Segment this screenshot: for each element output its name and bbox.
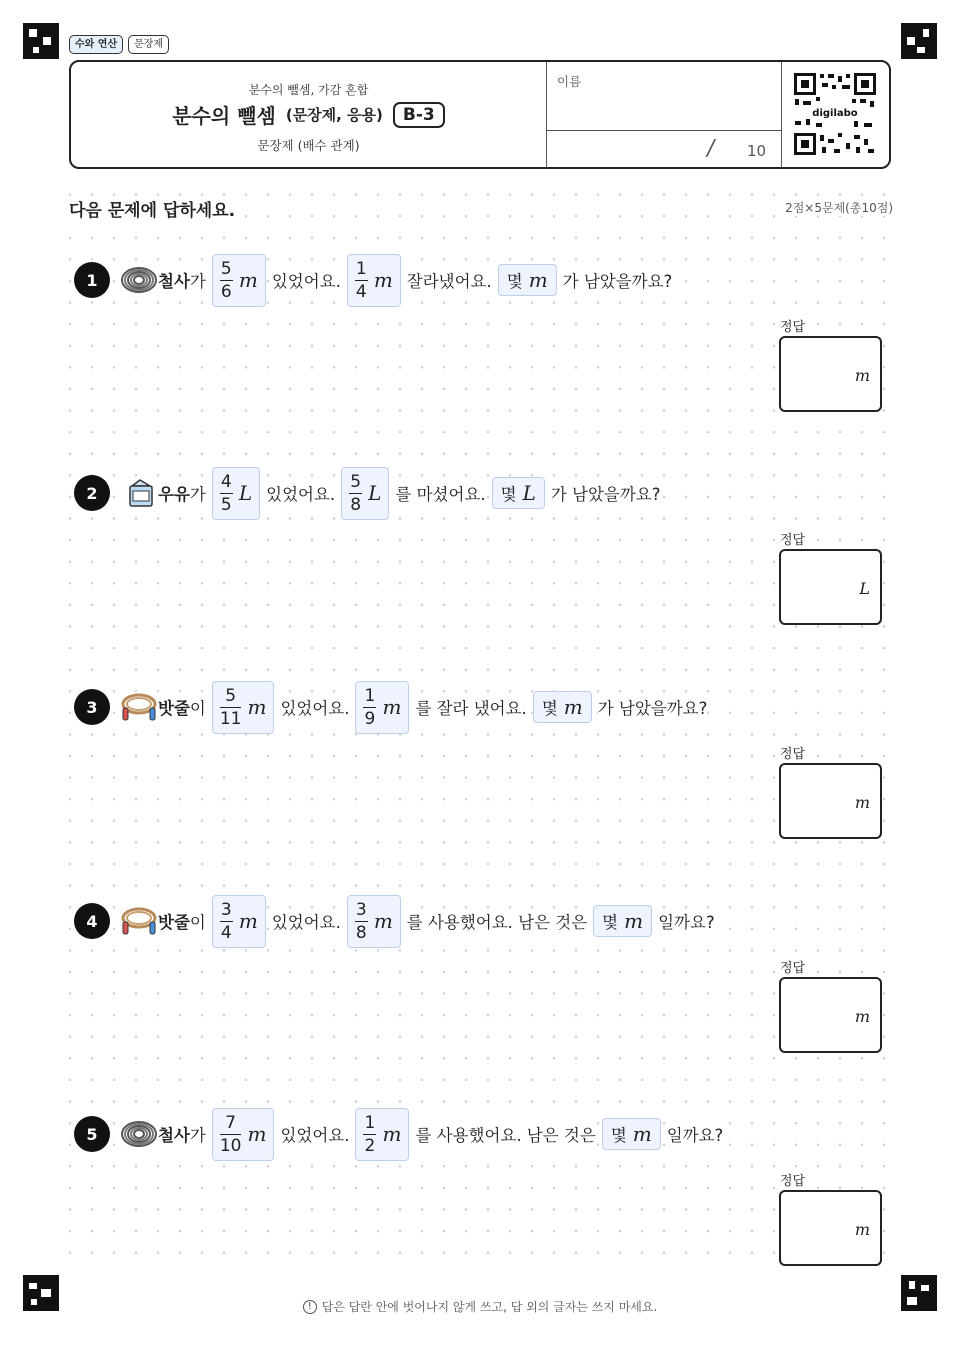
numerator: 5 bbox=[220, 258, 232, 279]
question-box bbox=[602, 1118, 661, 1150]
milk-carton-icon bbox=[120, 478, 158, 508]
particle: 가 bbox=[189, 485, 206, 504]
unit: m bbox=[624, 909, 644, 933]
unit: L bbox=[238, 481, 253, 505]
answer-box-3[interactable] bbox=[779, 763, 882, 839]
answer-box-4[interactable] bbox=[779, 977, 882, 1053]
quantity-1 bbox=[212, 1108, 275, 1161]
question-box bbox=[533, 691, 592, 723]
unit: m bbox=[528, 268, 548, 292]
particle: 가 bbox=[189, 1126, 206, 1145]
unit: m bbox=[238, 909, 258, 933]
instruction-text: 다음 문제에 답하세요. bbox=[69, 196, 239, 221]
problem-number: 3 bbox=[74, 689, 110, 725]
worksheet-header bbox=[69, 60, 891, 169]
question-box bbox=[498, 264, 557, 296]
footer-note bbox=[0, 1298, 960, 1315]
answer-label: 정답 bbox=[780, 529, 808, 548]
divider bbox=[547, 130, 781, 131]
fraction bbox=[220, 685, 242, 730]
fraction bbox=[220, 258, 233, 303]
tag-subject: 수와 연산 bbox=[69, 35, 123, 54]
rope-coil-icon bbox=[120, 1119, 158, 1149]
problem-number: 5 bbox=[74, 1116, 110, 1152]
sentence-part: 를 마셨어요. bbox=[395, 481, 485, 505]
sentence-part: 를 사용했어요. 남은 것은 bbox=[407, 909, 587, 933]
info-icon: ! bbox=[303, 1300, 317, 1314]
particle: 이 bbox=[189, 913, 206, 932]
tag-list bbox=[69, 35, 169, 54]
tag-type: 문장제 bbox=[128, 35, 169, 54]
subject: 철사 bbox=[158, 1126, 190, 1145]
name-label: 이름 bbox=[557, 74, 582, 89]
unit: m bbox=[373, 268, 393, 292]
sentence-part: 가 남았을까요? bbox=[598, 695, 708, 719]
fraction bbox=[220, 1112, 242, 1157]
numerator: 7 bbox=[225, 1112, 237, 1133]
title-main: 분수의 뺄셈 bbox=[172, 104, 276, 128]
subject: 밧줄 bbox=[158, 913, 190, 932]
question-word: 몇 bbox=[506, 272, 523, 291]
fraction bbox=[349, 471, 362, 516]
fraction bbox=[355, 258, 368, 303]
header-title-area bbox=[71, 62, 546, 167]
corner-marker-top-left bbox=[23, 23, 59, 59]
problem-sentence bbox=[120, 465, 660, 521]
answer-label: 정답 bbox=[780, 316, 808, 335]
answer-box-1[interactable] bbox=[779, 336, 882, 412]
qr-code-icon bbox=[792, 71, 878, 157]
name-score-area bbox=[546, 62, 782, 167]
denominator: 11 bbox=[219, 708, 242, 729]
denominator: 4 bbox=[220, 922, 232, 943]
jump-rope-icon bbox=[120, 906, 158, 936]
particle: 이 bbox=[189, 699, 206, 718]
worksheet-code-badge: B-3 bbox=[393, 102, 445, 128]
sentence-part: 를 사용했어요. 남은 것은 bbox=[415, 1122, 595, 1146]
denominator: 5 bbox=[220, 494, 232, 515]
fraction bbox=[363, 1112, 376, 1157]
question-word: 몇 bbox=[541, 699, 558, 718]
subject: 우유 bbox=[158, 485, 190, 504]
quantity-2 bbox=[347, 895, 401, 948]
problem-item bbox=[74, 679, 894, 749]
fraction bbox=[220, 899, 233, 944]
denominator: 6 bbox=[220, 281, 232, 302]
answer-box-5[interactable] bbox=[779, 1190, 882, 1266]
question-box bbox=[593, 905, 652, 937]
numerator: 3 bbox=[220, 899, 232, 920]
sentence-part: 일까요? bbox=[667, 1122, 724, 1146]
sentence-part: 잘라냈어요. bbox=[407, 268, 492, 292]
denominator: 4 bbox=[355, 281, 367, 302]
quantity-1 bbox=[212, 681, 275, 734]
unit: m bbox=[632, 1122, 652, 1146]
unit: m bbox=[247, 695, 267, 719]
denominator: 10 bbox=[219, 1135, 242, 1156]
problem-number: 1 bbox=[74, 262, 110, 298]
unit: m bbox=[382, 1122, 402, 1146]
jump-rope-icon bbox=[120, 692, 158, 722]
question-word: 몇 bbox=[602, 913, 619, 932]
problem-item bbox=[74, 1106, 894, 1176]
numerator: 4 bbox=[220, 471, 232, 492]
unit: m bbox=[382, 695, 402, 719]
sentence-part: 를 잘라 냈어요. bbox=[415, 695, 526, 719]
answer-unit: m bbox=[854, 793, 870, 812]
numerator: 3 bbox=[355, 899, 367, 920]
problem-number: 2 bbox=[74, 475, 110, 511]
numerator: 1 bbox=[355, 258, 367, 279]
fraction bbox=[220, 471, 233, 516]
sentence-part: 있었어요. bbox=[266, 481, 335, 505]
subject: 밧줄 bbox=[158, 699, 190, 718]
numerator: 1 bbox=[364, 1112, 376, 1133]
unit: m bbox=[373, 909, 393, 933]
numerator: 1 bbox=[364, 685, 376, 706]
sentence-part: 가 남았을까요? bbox=[563, 268, 673, 292]
answer-unit: m bbox=[854, 1007, 870, 1026]
question-word: 몇 bbox=[610, 1126, 627, 1145]
header-title bbox=[71, 100, 546, 129]
denominator: 9 bbox=[364, 708, 376, 729]
footer-text: 답은 답란 안에 벗어나지 않게 쓰고, 답 외의 글자는 쓰지 마세요. bbox=[321, 1300, 658, 1314]
numerator: 5 bbox=[225, 685, 237, 706]
denominator: 2 bbox=[364, 1135, 376, 1156]
title-paren: (문장제, 응용) bbox=[285, 106, 383, 124]
quantity-2 bbox=[347, 254, 401, 307]
problem-sentence bbox=[120, 679, 707, 735]
problem-sentence bbox=[120, 893, 715, 949]
sentence-part: 있었어요. bbox=[280, 695, 349, 719]
sentence-part: 일까요? bbox=[658, 909, 715, 933]
unit: L bbox=[368, 481, 382, 505]
score-info: 2점×5문제(총10점) bbox=[785, 201, 893, 215]
answer-box-2[interactable] bbox=[779, 549, 882, 625]
corner-marker-top-right bbox=[901, 23, 937, 59]
quantity-2 bbox=[355, 681, 409, 734]
problem-number: 4 bbox=[74, 903, 110, 939]
sentence-part: 있었어요. bbox=[272, 909, 341, 933]
denominator: 8 bbox=[350, 494, 362, 515]
particle: 가 bbox=[189, 272, 206, 291]
answer-unit: m bbox=[854, 366, 870, 385]
numerator: 5 bbox=[350, 471, 362, 492]
answer-label: 정답 bbox=[780, 1170, 808, 1189]
sentence-part: 있었어요. bbox=[280, 1122, 349, 1146]
quantity-1 bbox=[212, 895, 266, 948]
header-category: 문장제 (배수 관계) bbox=[257, 138, 360, 153]
header-subtitle: 분수의 뺄셈, 가감 혼합 bbox=[248, 83, 369, 97]
fraction bbox=[355, 899, 368, 944]
score-slash: / bbox=[704, 136, 717, 161]
answer-label: 정답 bbox=[780, 743, 808, 762]
score-total: 10 bbox=[747, 142, 767, 160]
qr-label: digilabo bbox=[812, 108, 858, 119]
question-box bbox=[492, 477, 545, 509]
answer-label: 정답 bbox=[780, 957, 808, 976]
answer-unit: L bbox=[859, 579, 870, 598]
fraction bbox=[363, 685, 376, 730]
problem-sentence bbox=[120, 252, 672, 308]
problem-sentence bbox=[120, 1106, 723, 1162]
unit: m bbox=[247, 1122, 267, 1146]
sentence-part: 가 남았을까요? bbox=[551, 481, 661, 505]
quantity-1 bbox=[212, 254, 266, 307]
unit: L bbox=[522, 481, 536, 505]
denominator: 8 bbox=[355, 922, 367, 943]
sentence-part: 있었어요. bbox=[272, 268, 341, 292]
problem-item bbox=[74, 252, 894, 322]
subject: 철사 bbox=[158, 272, 190, 291]
quantity-1 bbox=[212, 467, 260, 520]
unit: m bbox=[238, 268, 258, 292]
answer-unit: m bbox=[854, 1220, 870, 1239]
problem-item bbox=[74, 465, 894, 535]
rope-coil-icon bbox=[120, 265, 158, 295]
unit: m bbox=[563, 695, 583, 719]
problem-item bbox=[74, 893, 894, 963]
quantity-2 bbox=[355, 1108, 409, 1161]
question-word: 몇 bbox=[500, 485, 517, 504]
quantity-2 bbox=[341, 467, 389, 520]
